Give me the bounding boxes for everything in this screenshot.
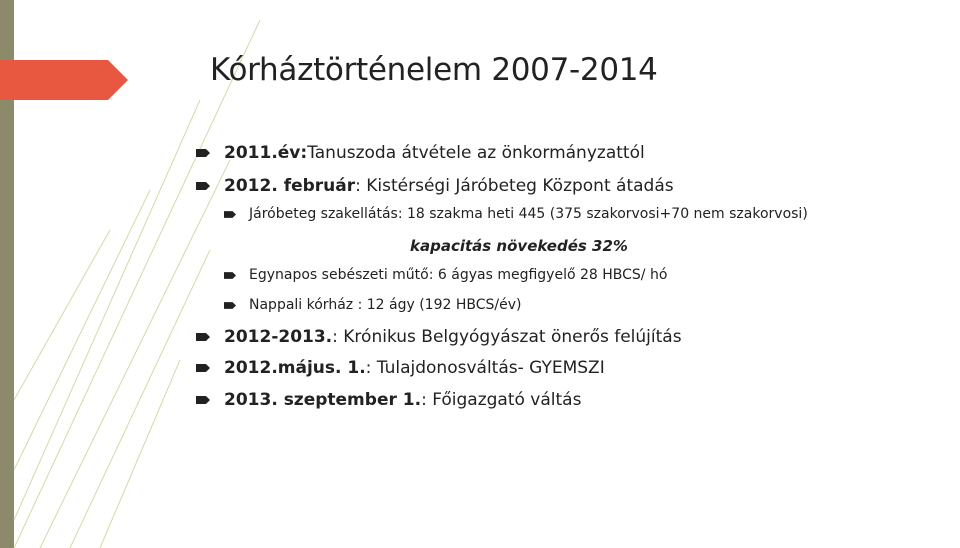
list-item [224, 297, 521, 313]
pencil-bullet-icon [224, 301, 236, 310]
item-date: 2013. szeptember 1. [224, 390, 422, 410]
item-text: : Kistérségi Járóbeteg Központ átadás [355, 176, 674, 196]
list-item [224, 267, 667, 283]
list-item [196, 358, 605, 378]
item-text: Járóbeteg szakellátás: 18 szakma heti 445 (375 szakorvosi+70 nem szakorvosi) [249, 206, 808, 222]
pencil-bullet-icon [224, 210, 236, 219]
capacity-emphasis: kapacitás növekedés 32% [410, 237, 628, 255]
item-date: 2011.év: [224, 143, 308, 163]
item-text: Nappali kórház : 12 ágy (192 HBCS/év) [249, 297, 522, 313]
item-text: Tanuszoda átvétele az önkormányzattól [307, 143, 645, 163]
item-text: : Tulajdonosváltás- GYEMSZI [365, 358, 605, 378]
list-item [196, 143, 645, 163]
slide-title: Kórháztörténelem 2007-2014 [210, 52, 658, 88]
item-text: : Krónikus Belgyógyászat önerős felújítás [332, 327, 682, 347]
pencil-bullet-icon [196, 332, 210, 342]
item-date: 2012.május. 1. [224, 358, 366, 378]
item-text: Egynapos sebészeti műtő: 6 ágyas megfigyelő 28 HBCS/ hó [249, 267, 668, 283]
pencil-bullet-icon [196, 395, 210, 405]
title-arrow-shape [0, 60, 128, 100]
pencil-bullet-icon [196, 181, 210, 191]
item-date: 2012-2013. [224, 327, 333, 347]
list-item [196, 327, 682, 347]
list-item [224, 206, 808, 222]
pencil-bullet-icon [196, 148, 210, 158]
list-item [196, 176, 674, 196]
pencil-bullet-icon [196, 363, 210, 373]
item-date: 2012. február [224, 176, 356, 196]
pencil-bullet-icon [224, 271, 236, 280]
item-text: : Főigazgató váltás [421, 390, 582, 410]
list-item [196, 390, 581, 410]
